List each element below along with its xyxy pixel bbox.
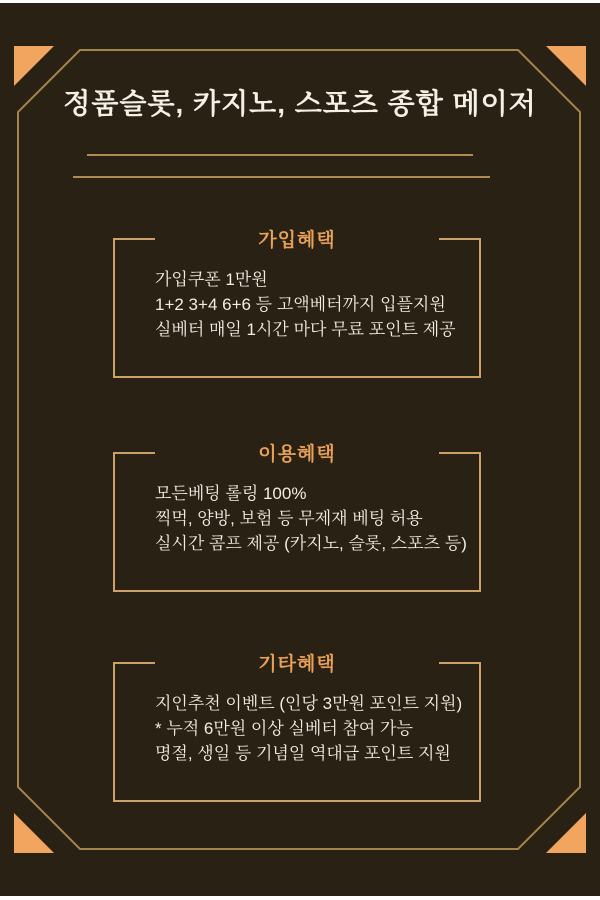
benefit-line: 실시간 콤프 제공 (카지노, 슬롯, 스포츠 등) [155,534,467,553]
benefit-line: * 누적 6만원 이상 실베터 참여 가능 [155,719,413,738]
benefit-line: 실베터 매일 1시간 마다 무료 포인트 제공 [155,320,456,339]
benefit-line: 명절, 생일 등 기념일 역대급 포인트 지원 [155,744,451,763]
section-content [115,662,479,766]
section-content [115,452,479,556]
benefit-line: 찍먹, 양방, 보험 등 무제재 베팅 허용 [155,509,423,528]
title-divider-primary [87,154,473,156]
title-divider-secondary [73,176,490,178]
section-header: 기타혜택 [258,654,336,675]
section-other-benefits [113,654,481,802]
benefit-line: 가입쿠폰 1만원 [155,270,268,289]
section-signup-benefits [113,230,481,378]
page-title: 정품슬롯, 카지노, 스포츠 종합 메이저 [63,88,537,119]
section-content [115,238,479,342]
section-header: 가입혜택 [258,230,336,251]
section-usage-benefits [113,444,481,592]
section-header: 이용혜택 [258,444,336,465]
benefit-line: 지인추천 이벤트 (인당 3만원 포인트 지원) [155,694,463,713]
benefit-line: 모든베팅 롤링 100% [155,484,307,503]
benefit-line: 1+2 3+4 6+6 등 고액베터까지 입플지원 [155,295,446,314]
